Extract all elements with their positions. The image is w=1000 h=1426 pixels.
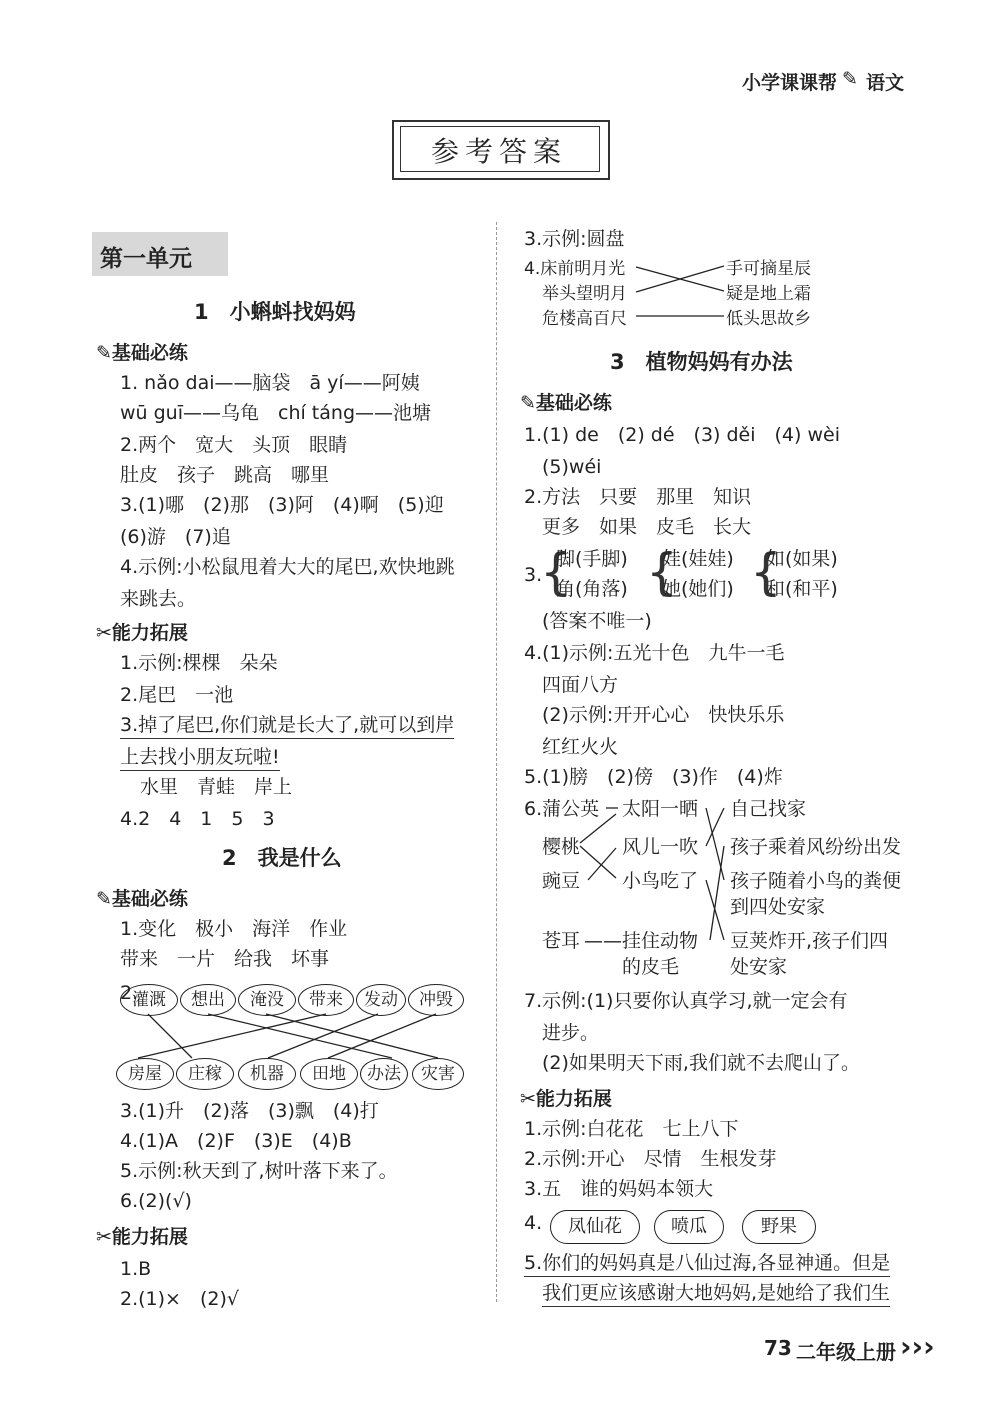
l3-q4a: 4.(1)示例:五光十色 九牛一毛 bbox=[524, 642, 785, 664]
brace-1: { bbox=[540, 543, 572, 601]
l3-e2: 2.示例:开心 尽情 生根发芽 bbox=[524, 1148, 777, 1170]
l3-q1b: (5)wéi bbox=[542, 456, 602, 478]
l1-e3b: 上去找小朋友玩啦! bbox=[120, 744, 280, 771]
lesson3-basic-heading: ✎基础必练 bbox=[520, 392, 612, 414]
l3-q2b: 更多 如果 皮毛 长大 bbox=[542, 516, 752, 538]
page-title: 参考答案 bbox=[430, 135, 567, 168]
r-q3: 3.示例:圆盘 bbox=[524, 228, 625, 250]
l2-q1b: 带来 一片 给我 坏事 bbox=[120, 948, 330, 970]
scissors-icon: ✂ bbox=[96, 1226, 112, 1248]
l3-q6-mid-4b: 的皮毛 bbox=[622, 956, 680, 978]
scissors-icon: ✂ bbox=[520, 1088, 536, 1110]
l3-q6-right-2: 孩子乘着风纷纷出发 bbox=[730, 836, 902, 858]
header-subject: 语文 bbox=[866, 72, 905, 94]
l2-q5: 5.示例:秋天到了,树叶落下来了。 bbox=[120, 1160, 398, 1182]
l3-q6-plant-3: 豌豆 bbox=[542, 870, 581, 892]
l3-q3-g1a: 脚(手脚) bbox=[556, 548, 628, 570]
l3-q3-g1b: 角(角落) bbox=[556, 578, 628, 600]
l1-q1b: wū guī——乌龟 chí táng——池塘 bbox=[120, 402, 432, 424]
l2-q2: 2. bbox=[120, 982, 139, 1004]
r-q4-right-2: 疑是地上霜 bbox=[726, 284, 811, 304]
grade-label: 二年级上册 bbox=[796, 1340, 896, 1364]
l3-e5a: 5.你们的妈妈真是八仙过海,各显神通。但是 bbox=[524, 1250, 890, 1277]
l1-e1: 1.示例:棵棵 朵朵 bbox=[120, 652, 278, 674]
header-series: 小学课课帮 bbox=[742, 72, 838, 94]
lesson1-title: 1 小蝌蚪找妈妈 bbox=[194, 300, 356, 324]
l3-q3-note: (答案不唯一) bbox=[542, 610, 652, 632]
l3-q6-plant-4: 苍耳 bbox=[542, 930, 581, 952]
l3-q7b: 进步。 bbox=[542, 1022, 600, 1044]
l3-q6-right-3: 孩子随着小鸟的粪便 bbox=[730, 870, 902, 892]
pencil-icon: ✎ bbox=[96, 342, 112, 364]
bottom-word-6: 灾害 bbox=[412, 1058, 464, 1090]
l1-q2a: 2.两个 宽大 头顶 眼睛 bbox=[120, 434, 348, 456]
pencil-icon: ✎ bbox=[520, 392, 536, 414]
l3-q1a: 1.(1) de (2) dé (3) děi (4) wèi bbox=[524, 424, 840, 446]
r-q4-right-1: 手可摘星辰 bbox=[726, 259, 811, 279]
lesson3-title: 3 植物妈妈有办法 bbox=[610, 350, 793, 374]
l3-q4d: 红红火火 bbox=[542, 736, 619, 758]
l1-e3c: 水里 青蛙 岸上 bbox=[140, 776, 293, 798]
l1-q4a: 4.示例:小松鼠甩着大大的尾巴,欢快地跳 bbox=[120, 556, 455, 578]
l3-q7c: (2)如果明天下雨,我们就不去爬山了。 bbox=[542, 1052, 860, 1074]
l3-q6-mid-2: 风儿一吹 bbox=[622, 836, 699, 858]
l3-e4: 4. bbox=[524, 1212, 543, 1234]
top-word-4: 带来 bbox=[298, 984, 354, 1016]
r-q4-right-3: 低头思故乡 bbox=[726, 309, 811, 329]
l2-q4: 4.(1)A (2)F (3)E (4)B bbox=[120, 1130, 352, 1152]
lesson3-ext-heading: ✂能力拓展 bbox=[520, 1088, 612, 1110]
lesson1-basic-heading: ✎基础必练 bbox=[96, 342, 188, 364]
l3-q6-plant-2: 樱桃 bbox=[542, 836, 581, 858]
e4-word-1: 凤仙花 bbox=[550, 1210, 640, 1244]
l3-q6-right-6: 处安家 bbox=[730, 956, 788, 978]
l3-q3-g3a: 如(如果) bbox=[766, 548, 838, 570]
l3-q6-mid-4a: ——挂住动物 bbox=[584, 930, 699, 952]
brace-3: { bbox=[750, 543, 782, 601]
l3-q5: 5.(1)膀 (2)傍 (3)作 (4)炸 bbox=[524, 766, 783, 788]
top-word-1: 灌溉 bbox=[120, 984, 178, 1016]
bottom-word-3: 机器 bbox=[238, 1058, 296, 1090]
top-word-3: 淹没 bbox=[238, 984, 296, 1016]
page-number: 73 bbox=[764, 1336, 792, 1360]
l3-q3-g2a: 娃(娃娃) bbox=[662, 548, 734, 570]
pencil-icon: ✎ bbox=[96, 888, 112, 910]
l1-e3a: 3.掉了尾巴,你们就是长大了,就可以到岸 bbox=[120, 712, 454, 739]
r-q4-left-1: 4.床前明月光 bbox=[524, 259, 626, 279]
l2-q1a: 1.变化 极小 海洋 作业 bbox=[120, 918, 348, 940]
l1-q3a: 3.(1)哪 (2)那 (3)阿 (4)啊 (5)迎 bbox=[120, 494, 444, 516]
lesson2-ext-heading: ✂能力拓展 bbox=[96, 1226, 188, 1248]
l1-e4: 4.2 4 1 5 3 bbox=[120, 808, 275, 830]
r-q4-left-2: 举头望明月 bbox=[542, 284, 627, 304]
l3-q7a: 7.示例:(1)只要你认真学习,就一定会有 bbox=[524, 990, 848, 1012]
lesson1-ext-heading: ✂能力拓展 bbox=[96, 622, 188, 644]
bottom-word-4: 田地 bbox=[300, 1058, 358, 1090]
l3-q6-right-5: 豆荚炸开,孩子们四 bbox=[730, 930, 889, 952]
bottom-word-2: 庄稼 bbox=[176, 1058, 234, 1090]
l2-e1: 1.B bbox=[120, 1258, 152, 1280]
l3-e3: 3.五 谁的妈妈本领大 bbox=[524, 1178, 714, 1200]
l3-q3-number: 3. bbox=[524, 564, 543, 586]
lesson2-basic-heading: ✎基础必练 bbox=[96, 888, 188, 910]
l1-e2: 2.尾巴 一池 bbox=[120, 684, 234, 706]
bottom-word-1: 房屋 bbox=[116, 1058, 174, 1090]
l1-q3b: (6)游 (7)追 bbox=[120, 526, 231, 548]
chevrons-icon: ››› bbox=[900, 1330, 935, 1363]
l3-q6-right-1: 自己找家 bbox=[730, 798, 807, 820]
l3-e1: 1.示例:白花花 七上八下 bbox=[524, 1118, 739, 1140]
l3-e5b: 我们更应该感谢大地妈妈,是她给了我们生 bbox=[542, 1280, 890, 1307]
lesson2-title: 2 我是什么 bbox=[222, 846, 342, 870]
l1-q1a: 1. nǎo dai——脑袋 ā yí——阿姨 bbox=[120, 372, 420, 394]
l2-e2: 2.(1)× (2)√ bbox=[120, 1288, 239, 1310]
l2-q3: 3.(1)升 (2)落 (3)飘 (4)打 bbox=[120, 1100, 379, 1122]
l3-q6-right-4: 到四处安家 bbox=[730, 896, 826, 918]
l2-q6: 6.(2)(√) bbox=[120, 1190, 192, 1212]
e4-word-2: 喷瓜 bbox=[654, 1210, 724, 1244]
unit-title: 第一单元 bbox=[100, 246, 192, 272]
brace-2: { bbox=[646, 543, 678, 601]
l3-q6-mid-1: 太阳一晒 bbox=[622, 798, 699, 820]
l3-q6-plant-1: 6.蒲公英 bbox=[524, 798, 600, 820]
l3-q6-mid-3: 小鸟吃了 bbox=[622, 870, 699, 892]
top-word-6: 冲毁 bbox=[408, 984, 464, 1016]
l3-q3-g2b: 她(她们) bbox=[662, 578, 734, 600]
l1-q2b: 肚皮 孩子 跳高 哪里 bbox=[120, 464, 330, 486]
l3-q2a: 2.方法 只要 那里 知识 bbox=[524, 486, 752, 508]
r-q4-left-3: 危楼高百尺 bbox=[542, 309, 627, 329]
scissors-icon: ✂ bbox=[96, 622, 112, 644]
e4-word-3: 野果 bbox=[742, 1210, 816, 1244]
pen-icon: ✎ bbox=[842, 68, 858, 90]
top-word-5: 发动 bbox=[356, 984, 406, 1016]
l3-q3-g3b: 和(和平) bbox=[766, 578, 838, 600]
l1-q4b: 来跳去。 bbox=[120, 588, 197, 610]
l3-q4c: (2)示例:开开心心 快快乐乐 bbox=[542, 704, 785, 726]
bottom-word-5: 办法 bbox=[360, 1058, 408, 1090]
top-word-2: 想出 bbox=[180, 984, 236, 1016]
l3-q4b: 四面八方 bbox=[542, 674, 619, 696]
